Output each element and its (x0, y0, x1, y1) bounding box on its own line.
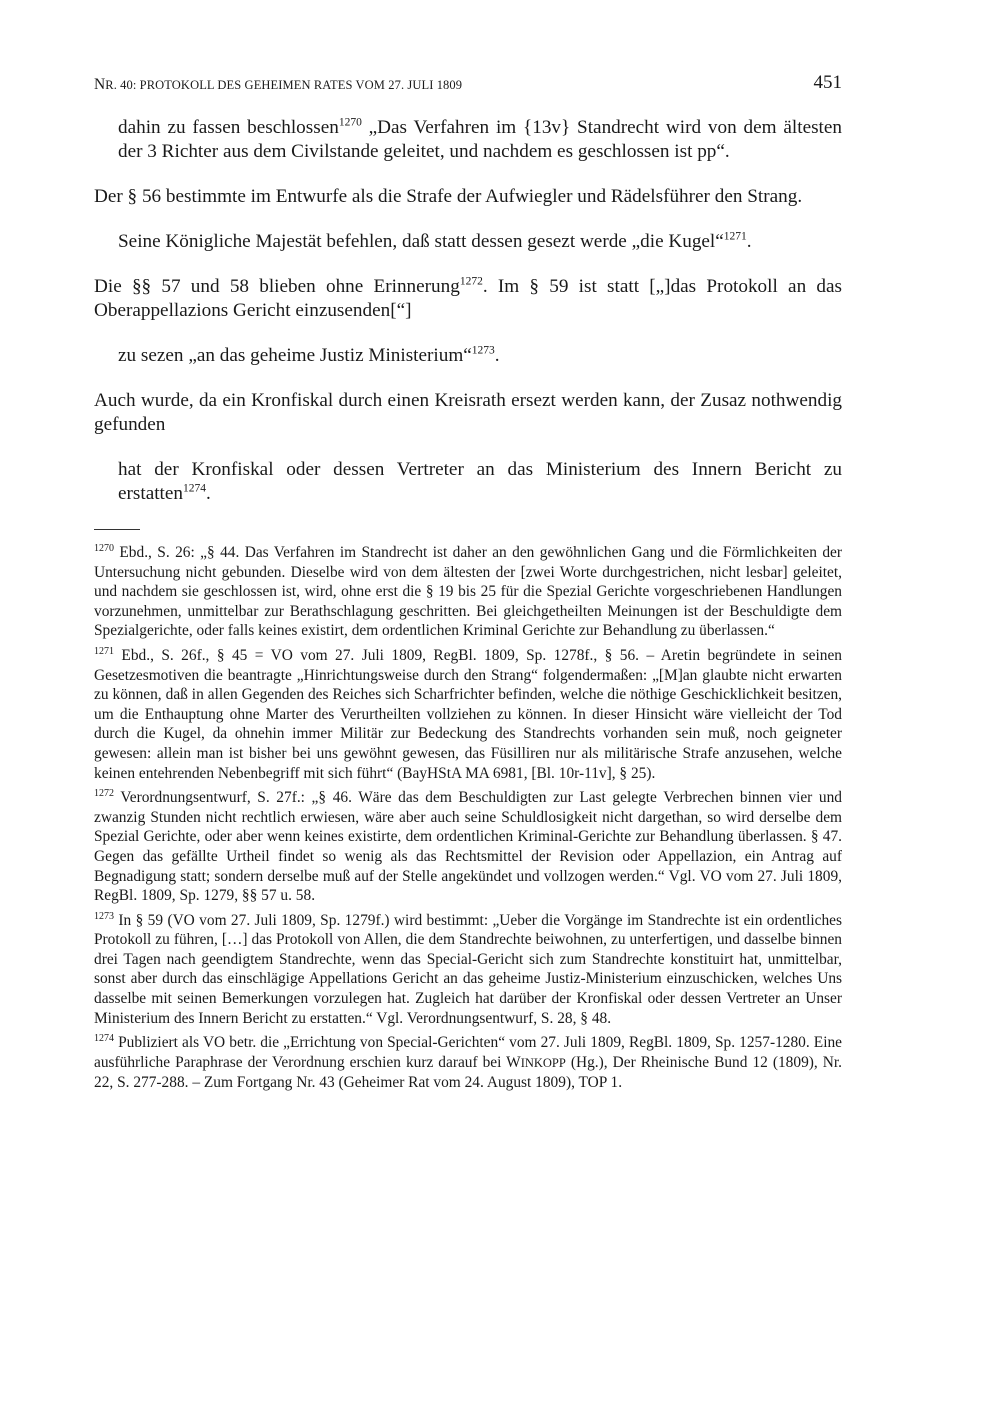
p5-end: . (494, 345, 500, 366)
footnote-text: Ebd., S. 26f., § 45 = VO vom 27. Juli 1809, RegBl. 1809, Sp. 1278f., § 56. – Aretin begründete in seinen Gesetzesmotiven die beantragte „Hinrichtungsweise durch den Strang“ folgendermaßen: „[M]an glaubte nicht erwarten zu können, daß in allen Gegenden des Reiches sich Scharfrichter befinden, welche die nöthige Geschicklichkeit besitzen, um die Enthauptung ohne Marter des Verurtheilten vollziehen zu können. In dieser Hinsicht wäre vielleicht der Tod durch die Kugel, da ohnehin immer Militär zur Bedeckung des Standrechts vorhanden sein muß, noch geigneter gewesen: allein man ist bisher bei uns gewöhnt gewesen, das Füsilliren nur als militärische Strafe anzusehen, welche keinen entehrenden Nebenbegriff mit sich führt“ (BayHStA MA 6981, [Bl. 10r-11v], § 25). (94, 646, 842, 782)
p4-text-2: . Im § 59 ist statt [„]das Protokoll an das Oberappellazions Gericht einzusenden[“] (94, 276, 842, 321)
footnote-number: 1270 (94, 542, 114, 554)
p3-text: Seine Königliche Majestät befehlen, daß statt dessen gesezt werde „die Kugel“ (118, 231, 724, 252)
p4-text: Die §§ 57 und 58 blieben ohne Erinnerung (94, 276, 460, 297)
author-name-lead: W (506, 1053, 521, 1071)
footnote-number: 1274 (94, 1033, 114, 1045)
footnote-ref-1273[interactable]: 1273 (471, 344, 495, 357)
document-page (94, 68, 842, 1098)
footnote-text: Verordnungsentwurf, S. 27f.: „§ 46. Wäre das dem Beschuldigten zur Last gelegte Verbrechen binnen vier und zwanzig Stunden nicht rechtlich erwiesen, wäre aber auch seine Schuldlosigkeit nicht dargethan, so wird derselbe dem Spezial Gerichte, oder aber wenn keines existirte, dem ordentlichen Kriminal-Gerichte zur Behandlung überlassen. § 47. Gegen das gefällte Urtheil findet so wenig als das Rechtsmittel der Revision oder Appellazion, ein Antrag auf Begnadigung statt; sondern derselbe muß auf der Stelle angekündet und vollzogen werden.“ Vgl. VO vom 27. Juli 1809, RegBl. 1809, Sp. 1279, §§ 57 u. 58. (94, 789, 842, 905)
paragraph-2: Der § 56 bestimmte im Entwurfe als die Strafe der Aufwiegler und Rädelsführer den Strang. (94, 186, 803, 207)
footnote-text: In § 59 (VO vom 27. Juli 1809, Sp. 1279f.) wird bestimmt: „Ueber die Vorgänge im Standrechte ist ein ordentliches Protokoll zu führen, […] das Protokoll von Allen, die dem Standrechte beiwohnen, zu unterfertigen, und dasselbe binnen drei Tagen nach geendigtem Standrechte, wenn das Special-Gericht sich zum Standrechte konstituirt hat, unmittelbar, sonst aber durch das einschlägige Appellations Gericht an das geheime Justiz-Ministerium einzuschicken, welches Uns dasselbe mit seinen Bemerkungen vorzulegen hat. Zugleich hat darüber der Kronfiskal oder dessen Vertreter an Unser Ministerium des Innern Bericht zu erstatten.“ Vgl. Verordnungsentwurf, S. 28, § 48. (94, 911, 842, 1027)
page-number: 451 (813, 72, 842, 93)
running-header (94, 68, 842, 98)
footnote-1274 (94, 1033, 842, 1093)
footnote-number: 1272 (94, 788, 114, 799)
quote-paragraph-3 (118, 230, 842, 254)
p3-end: . (746, 231, 752, 252)
footnote-ref-1271[interactable]: 1271 (723, 230, 747, 243)
paragraph-4 (94, 275, 842, 323)
footnote-1270 (94, 543, 842, 641)
footnote-text-2: (Hg.), Der Rheinische Bund 12 (1809), Nr. 22, S. 277-288. – Zum Fortgang Nr. 43 (Geheimer Rat vom 24. August 1809), TOP 1. (94, 1053, 842, 1092)
footnotes (94, 543, 842, 1093)
header-title-smallcaps-1: R. 40: P (105, 78, 147, 92)
main-text (94, 116, 842, 506)
footnote-1273 (94, 911, 842, 1029)
header-title (94, 76, 462, 94)
footnote-ref-1270[interactable]: 1270 (338, 116, 362, 129)
quote-paragraph-1 (118, 116, 842, 164)
author-name-smallcaps: INKOPP (520, 1055, 566, 1070)
footnote-separator (94, 529, 140, 530)
p5-text: zu sezen „an das geheime Justiz Ministerium“ (118, 345, 472, 366)
header-title-lead: N (94, 76, 106, 93)
p7-end: . (206, 483, 211, 504)
quote-paragraph-5 (118, 344, 842, 368)
footnote-1272 (94, 788, 842, 906)
p7-text: hat der Kronfiskal oder dessen Vertreter an das Ministerium des Innern Bericht zu erstatten (118, 459, 842, 504)
footnote-text: Publiziert als VO betr. die „Errichtung von Special-Gerichten“ vom 27. Juli 1809, RegBl. 1809, Sp. 1257-1280. Eine ausführliche Paraphrase der Verordnung erschien kurz darauf bei (94, 1034, 842, 1071)
footnote-1271 (94, 646, 842, 783)
header-title-smallcaps-2: ROTOKOLL DES GEHEIMEN RATES VOM 27. JULI 1809 (146, 78, 463, 92)
quote-paragraph-7 (118, 458, 842, 506)
footnote-number: 1273 (94, 910, 114, 922)
paragraph-6: Auch wurde, da ein Kronfiskal durch einen Kreisrath ersezt werden kann, der Zusaz nothwendig gefunden (94, 390, 842, 435)
p1-text-2: „Das Verfahren im {13v} Standrecht wird von dem ältesten der 3 Richter aus dem Civilstande geleitet, und nachdem es geschlossen ist pp“. (118, 117, 842, 162)
footnote-ref-1272[interactable]: 1272 (459, 275, 483, 288)
footnote-number: 1271 (94, 645, 114, 657)
footnote-text: Ebd., S. 26: „§ 44. Das Verfahren im Standrecht ist daher an den gewöhnlichen Gang und die Förmlichkeiten der Untersuchung nicht gebunden. Dieselbe wird von dem ältesten der [zwei Worte durchgestrichen, nicht lesbar] geleitet, und nachdem sie geschlossen ist, wird, ohne erst die § 19 bis 25 für die Spezial Gerichte vorgeschriebenen Handlungen vorzunehmen, unmittelbar zur Berathschlagung geschritten. Bei gleichgetheilten Meinungen ist der Beschuldigte dem Spezialgerichte, oder falls keines existirt, dem ordentlichen Kriminal Gerichte zur Behandlung zu überlassen.“ (94, 544, 842, 640)
footnote-ref-1274[interactable]: 1274 (183, 482, 206, 495)
p1-text: dahin zu fassen beschlossen (118, 117, 339, 138)
